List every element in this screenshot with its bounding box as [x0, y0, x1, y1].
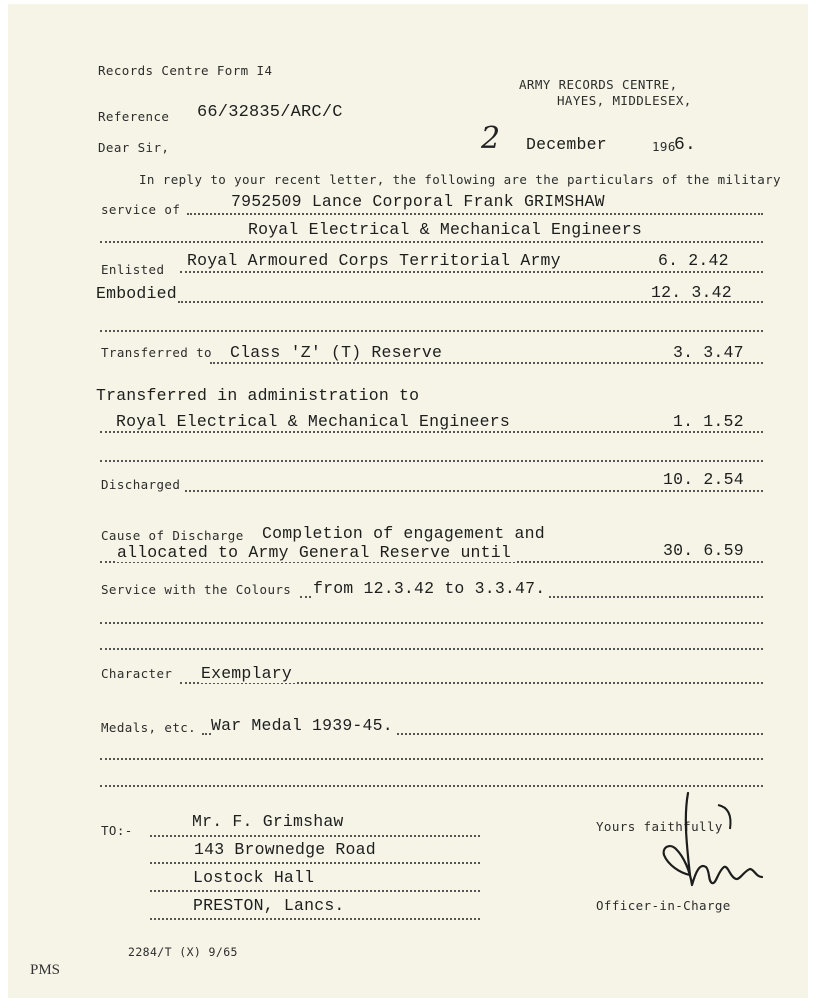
office-line-2: HAYES, MIDDLESEX, — [557, 93, 692, 108]
transferred-date: 3. 3.47 — [673, 343, 744, 362]
date-day: 2 — [481, 121, 501, 156]
initials: PMS — [30, 962, 61, 978]
medals-label: Medals, etc. — [101, 720, 197, 735]
cause-date: 30. 6.59 — [663, 541, 744, 560]
dotted-line — [150, 890, 480, 892]
address-district: Lostock Hall — [193, 868, 318, 887]
dotted-line — [185, 490, 763, 492]
dotted-line — [100, 460, 763, 462]
dotted-line — [100, 241, 763, 243]
discharged-label: Discharged — [101, 477, 181, 492]
dotted-line — [210, 362, 763, 364]
soldier-name: 7952509 Lance Corporal Frank GRIMSHAW — [231, 192, 609, 211]
reference-value: 66/32835/ARC/C — [197, 103, 343, 122]
transferred-label: Transferred to — [101, 345, 212, 360]
enlisted-date: 6. 2.42 — [658, 251, 729, 270]
admin-date: 1. 1.52 — [673, 412, 744, 431]
dotted-line — [150, 918, 480, 920]
signature — [640, 785, 770, 905]
cause-line-1: Completion of engagement and — [262, 524, 545, 543]
corps-line: Royal Electrical & Mechanical Engineers — [248, 220, 642, 239]
intro-text: In reply to your recent letter, the following are the particulars of the military — [139, 172, 781, 187]
character-value: Exemplary — [201, 664, 296, 683]
dotted-line — [150, 835, 480, 837]
dotted-line — [100, 330, 763, 332]
admin-unit: Royal Electrical & Mechanical Engineers — [116, 412, 514, 431]
admin-line: Transferred in administration to — [96, 386, 420, 405]
colours-label: Service with the Colours — [101, 582, 292, 597]
colours-value: from 12.3.42 to 3.3.47. — [313, 579, 549, 598]
address-street: 143 Brownedge Road — [194, 840, 380, 859]
enlisted-unit: Royal Armoured Corps Territorial Army — [187, 251, 561, 270]
embodied-label: Embodied — [96, 284, 177, 303]
medals-value: War Medal 1939-45. — [211, 716, 397, 735]
dotted-line — [100, 648, 763, 650]
yours-faithfully: Yours faithfully — [596, 819, 723, 834]
cause-line-2: allocated to Army General Reserve until — [117, 543, 515, 562]
to-label: TO:- — [101, 823, 133, 838]
form-name: Records Centre Form I4 — [98, 63, 273, 78]
date-year-typed: 6. — [674, 135, 697, 155]
cause-label: Cause of Discharge — [101, 528, 244, 543]
address-town: PRESTON, Lancs. — [193, 896, 349, 915]
dotted-line — [100, 622, 763, 624]
dotted-line — [100, 758, 763, 760]
dotted-line — [187, 213, 763, 215]
dotted-line — [100, 431, 763, 433]
date-year-printed: 196 — [652, 139, 676, 154]
salutation: Dear Sir, — [98, 140, 170, 155]
discharged-date: 10. 2.54 — [663, 470, 744, 489]
dotted-line — [150, 862, 480, 864]
enlisted-label: Enlisted — [101, 262, 165, 277]
office-line-1: ARMY RECORDS CENTRE, — [519, 77, 678, 92]
dotted-line — [180, 271, 763, 273]
transferred-value: Class 'Z' (T) Reserve — [230, 343, 443, 362]
addressee-name: Mr. F. Grimshaw — [192, 812, 348, 831]
service-of-label: service of — [101, 202, 181, 217]
date-month: December — [526, 135, 607, 154]
character-label: Character — [101, 666, 173, 681]
officer-in-charge: Officer-in-Charge — [596, 898, 731, 913]
print-code: 2284/T (X) 9/65 — [128, 945, 238, 959]
reference-label: Reference — [98, 109, 170, 124]
embodied-date: 12. 3.42 — [651, 283, 732, 302]
